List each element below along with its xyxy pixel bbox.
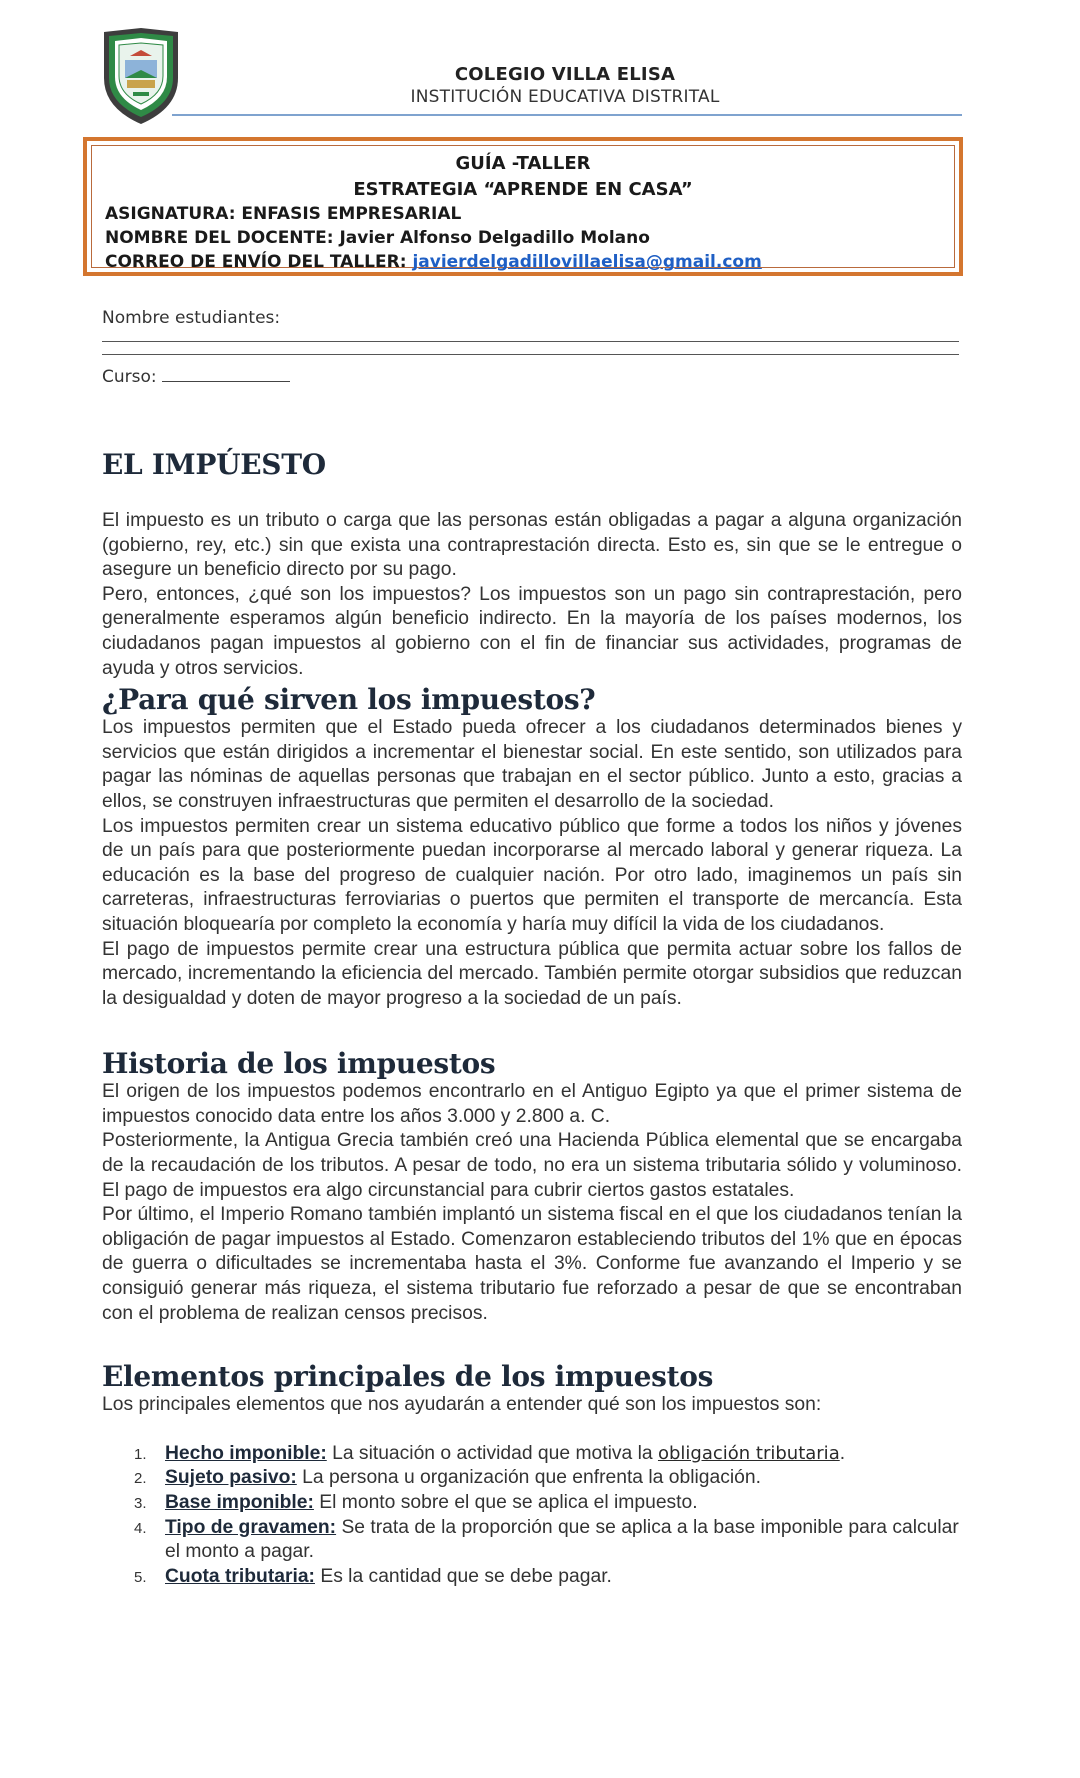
heading-elementos: Elementos principales de los impuestos <box>102 1360 714 1394</box>
list-item: 1. Hecho imponible: La situación o actividad que motiva la obligación tributaria. <box>134 1442 846 1464</box>
heading-el-impuesto: EL IMPÚESTO <box>102 448 326 481</box>
guide-email-label: CORREO DE ENVÍO DEL TALLER: <box>105 252 407 272</box>
school-subtitle: INSTITUCIÓN EDUCATIVA DISTRITAL <box>410 87 720 107</box>
guide-email-link[interactable]: javierdelgadillovillaelisa@gmail.com <box>412 252 762 272</box>
course-label: Curso: <box>102 367 157 387</box>
paragraph: Por último, el Imperio Romano también implantó un sistema fiscal en el que los ciudadanos tenían la obligación de pagar impuestos al Estado. Comenzaron estableciendo tributos del 1% que en épocas de guerra o dificultades se incrementaba hasta el 3%. Conforme fue avanzando el Imperio y se consiguió generar más riqueza, el sistema tributario fue reforzado a pesar de que se encontraban con el problema de realizan censos precisos. <box>102 1204 962 1324</box>
guide-info-box <box>83 137 963 276</box>
paragraph: Los impuestos permiten que el Estado pueda ofrecer a los ciudadanos determinados bienes y servicios que están dirigidos a incrementar el bienestar social. En este sentido, son utilizados para pagar las nóminas de aquellas personas que trabajan en el sector público. Junto a esto, gracias a ellos, se construyen infraestructuras que permiten el desarrollo de la sociedad. <box>102 717 962 812</box>
school-header <box>170 64 960 107</box>
list-item: 4. Tipo de gravamen: Se trata de la proporción que se aplica a la base imponible para calcular el monto a pagar. <box>134 1516 959 1563</box>
list-item: 3. Base imponible: El monto sobre el que se aplica el impuesto. <box>134 1492 698 1513</box>
header-divider <box>172 114 962 116</box>
guide-teacher: NOMBRE DEL DOCENTE: Javier Alfonso Delgadillo Molano <box>105 228 650 248</box>
paragraph: Pero, entonces, ¿qué son los impuestos? Los impuestos son un pago sin contraprestación, pero generalmente esperamos algún beneficio indirecto. En la mayoría de los países modernos, los ciudadanos pagan impuestos al gobierno con el fin de financiar sus actividades, programas de ayuda y otros servicios. <box>102 583 962 679</box>
heading-para-que: ¿Para qué sirven los impuestos? <box>102 683 596 717</box>
paragraph: El impuesto es un tributo o carga que las personas están obligadas a pagar a alguna organización (gobierno, rey, etc.) sin que exista una contraprestación directa. Esto es, sin que se le entregue o asegure un beneficio directo por su pago. <box>102 510 962 581</box>
students-blank-line-2[interactable] <box>102 354 959 355</box>
paragraph: Posteriormente, la Antigua Grecia también creó una Hacienda Pública elemental que se encargaba de la recaudación de los tributos. A pesar de todo, no era un sistema tributaria sólido y voluminoso. El pago de impuestos era algo circunstancial para cubrir ciertos gastos estatales. <box>102 1130 962 1201</box>
document-body <box>102 448 962 1589</box>
paragraph: Los impuestos permiten crear un sistema educativo público que forme a todos los niños y jóvenes de un país para que posteriormente puedan incorporarse al mercado laboral y generar riqueza. La educación es la base del progreso de cualquier nación. Por otro lado, imaginemos un país sin carreteras, infraestructuras ferroviarias o puertos que permiten el transporte de mercancía. Esta situación bloquearía por completo la economía y haría muy difícil la vida de los ciudadanos. <box>102 815 962 935</box>
list-item: 5. Cuota tributaria: Es la cantidad que se debe pagar. <box>134 1565 612 1587</box>
course-blank[interactable] <box>162 365 290 382</box>
heading-historia: Historia de los impuestos <box>102 1047 496 1081</box>
elements-list <box>102 1442 962 1590</box>
guide-email-row <box>105 252 954 272</box>
guide-subject: ASIGNATURA: ENFASIS EMPRESARIAL <box>105 204 462 224</box>
guide-strategy: ESTRATEGIA “APRENDE EN CASA” <box>353 179 693 200</box>
school-name: COLEGIO VILLA ELISA <box>454 64 676 85</box>
paragraph-intro: Los principales elementos que nos ayudarán a entender qué son los impuestos son: <box>102 1394 822 1416</box>
students-blank-line-1[interactable] <box>102 341 959 342</box>
student-fields <box>102 308 962 387</box>
students-label: Nombre estudiantes: <box>102 308 281 328</box>
paragraph: El pago de impuestos permite crear una estructura pública que permita actuar sobre los fallos de mercado, incrementando la eficiencia del mercado. También permite otorgar subsidios que reduzcan la desigualdad y doten de mayor progreso a la sociedad de un país. <box>102 938 962 1009</box>
guide-title: GUÍA -TALLER <box>455 153 591 174</box>
list-item: 2. Sujeto pasivo: La persona u organización que enfrenta la obligación. <box>134 1467 761 1489</box>
course-row <box>102 365 962 387</box>
paragraph: El origen de los impuestos podemos encontrarlo en el Antiguo Egipto ya que el primer sistema de impuestos conocido data entre los años 3.000 y 2.800 a. C. <box>102 1081 962 1127</box>
obligacion-tributaria-link[interactable]: obligación tributaria <box>657 1442 840 1464</box>
